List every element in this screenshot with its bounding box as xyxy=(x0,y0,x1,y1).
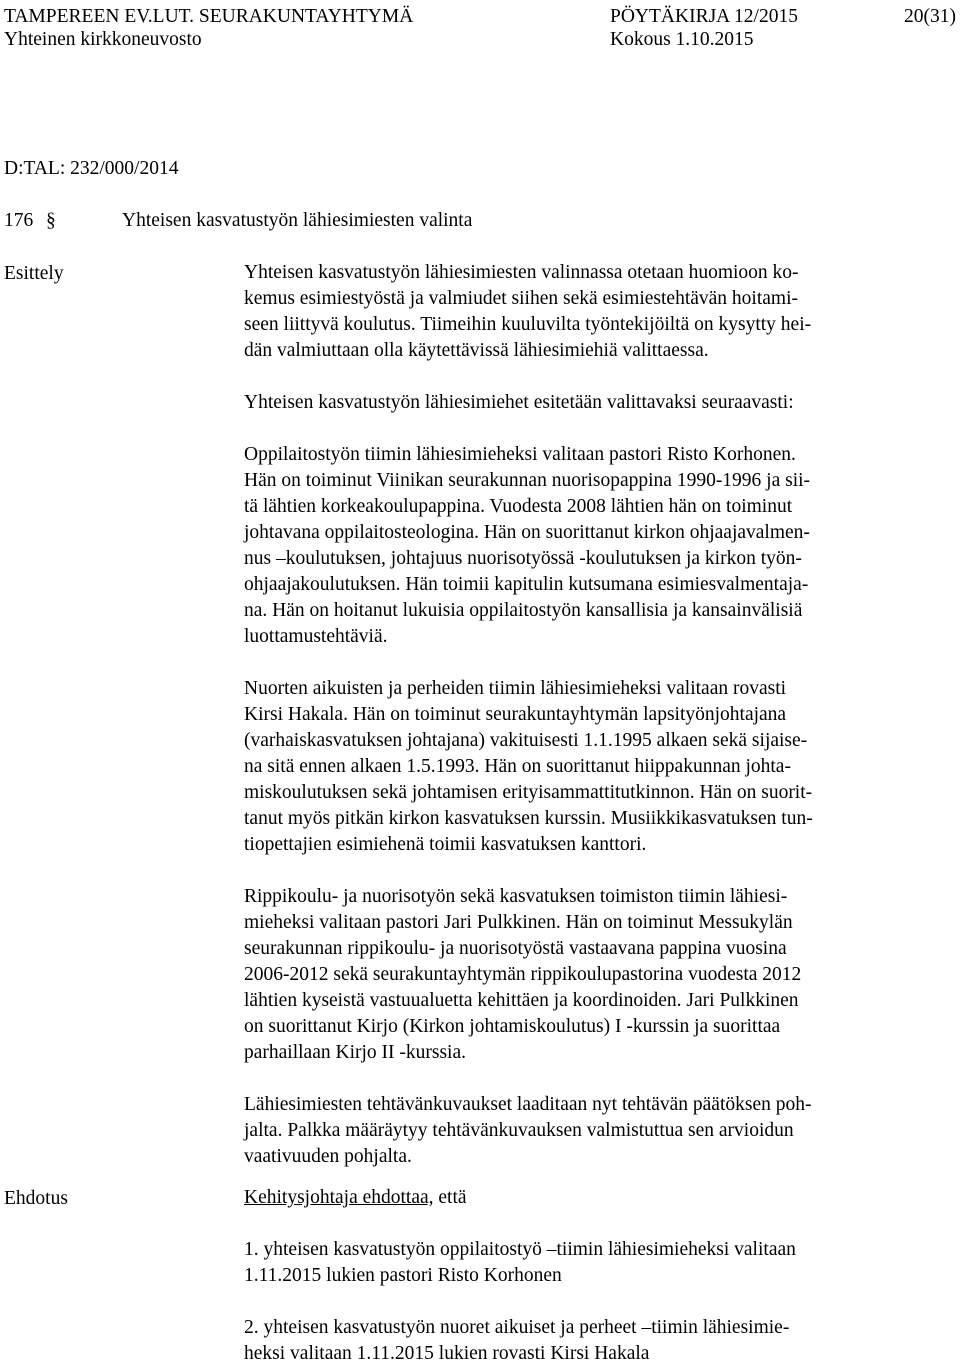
esittely-body xyxy=(244,260,894,1170)
text-line: Nuorten aikuisten ja perheiden tiimin lähiesimieheksi valitaan rovasti xyxy=(244,678,787,699)
text-line: Yhteisen kasvatustyön lähiesimiesten valinnassa otetaan huomioon ko- xyxy=(244,262,799,283)
blank-line xyxy=(244,650,894,676)
ehdotus-lines xyxy=(244,1237,894,1367)
text-line: tä lähtien korkeakoulupappina. Vuodesta 2008 lähtien hän on toiminut xyxy=(244,496,793,517)
text-line: jalta. Palkka määräytyy tehtävänkuvauksen valmistuttua sen arvioidun xyxy=(244,1120,794,1141)
header-row-1 xyxy=(4,6,956,28)
text-line: na. Hän on hoitanut lukuisia oppilaitostyön kansallisia ja kansainvälisiä xyxy=(244,600,803,621)
ehdotus-proposer: Kehitysjohtaja ehdottaa, xyxy=(244,1187,434,1208)
label-esittely: Esittely xyxy=(4,263,64,284)
text-line: johtavana oppilaitosteologina. Hän on suorittanut kirkon ohjaajavalmen- xyxy=(244,522,810,543)
text-line: 2. yhteisen kasvatustyön nuoret aikuiset ja perheet –tiimin lähiesimie- xyxy=(244,1317,790,1338)
text-line: Rippikoulu- ja nuorisotyön sekä kasvatuksen toimiston tiimin lähiesi- xyxy=(244,886,788,907)
text-line: nus –koulutuksen, johtajuus nuorisotyössä -koulutuksen ja kirkon työn- xyxy=(244,548,802,569)
text-line: miskoulutuksen sekä johtamisen erityisammattitutkinnon. Hän on suorit- xyxy=(244,782,813,803)
section-title: Yhteisen kasvatustyön lähiesimiesten valinta xyxy=(122,210,473,231)
text-line: Kirsi Hakala. Hän on toiminut seurakuntayhtymän lapsityönjohtajana xyxy=(244,704,787,725)
text-line: seen liittyvä koulutus. Tiimeihin kuuluvilta työntekijöiltä on kysytty hei- xyxy=(244,314,812,335)
ehdotus-intro xyxy=(244,1185,894,1211)
section-symbol: § xyxy=(46,210,56,231)
header-page-number: 20(31) xyxy=(904,6,956,27)
text-line: 2006-2012 sekä seurakuntayhtymän rippikoulupastorina vuodesta 2012 xyxy=(244,964,802,985)
spacer xyxy=(244,1211,894,1237)
text-line: lähtien kyseistä vastuualuetta kehittäen ja koordinoiden. Jari Pulkkinen xyxy=(244,990,799,1011)
header-row-2 xyxy=(4,29,956,51)
header-body-name: Yhteinen kirkkoneuvosto xyxy=(4,29,202,50)
text-line: Oppilaitostyön tiimin lähiesimieheksi valitaan pastori Risto Korhonen. xyxy=(244,444,796,465)
text-line: vaativuuden pohjalta. xyxy=(244,1146,412,1167)
blank-line xyxy=(244,1289,894,1315)
label-ehdotus: Ehdotus xyxy=(4,1188,68,1209)
text-line: 1. yhteisen kasvatustyön oppilaitostyö –tiimin lähiesimieheksi valitaan xyxy=(244,1239,796,1260)
text-line: heksi valitaan 1.11.2015 lukien rovasti Kirsi Hakala xyxy=(244,1343,650,1364)
text-line: kemus esimiestyöstä ja valmiudet siihen sekä esimiestehtävän hoitami- xyxy=(244,288,798,309)
text-line: mieheksi valitaan pastori Jari Pulkkinen. Hän on toiminut Messukylän xyxy=(244,912,793,933)
text-line: ohjaajakoulutuksen. Hän toimii kapitulin kutsumana esimiesvalmentaja- xyxy=(244,574,809,595)
text-line: na sitä ennen alkaen 1.5.1993. Hän on suorittanut hiippakunnan johta- xyxy=(244,756,791,777)
blank-line xyxy=(244,858,894,884)
blank-line xyxy=(244,416,894,442)
text-line: parhaillaan Kirjo II -kurssia. xyxy=(244,1042,467,1063)
text-line: tanut myös pitkän kirkon kasvatuksen kurssin. Musiikkikasvatuksen tun- xyxy=(244,808,813,829)
section-heading xyxy=(4,210,473,232)
text-line: luottamustehtäviä. xyxy=(244,626,388,647)
text-line: seurakunnan rippikoulu- ja nuorisotyöstä vastaavana pappina vuosina xyxy=(244,938,787,959)
ehdotus-body xyxy=(244,1185,894,1367)
text-line: (varhaiskasvatuksen johtajana) vakituisesti 1.1.1995 alkaen sekä sijaise- xyxy=(244,730,808,751)
header-meeting: Kokous 1.10.2015 xyxy=(610,29,754,50)
text-line: tiopettajien esimiehenä toimii kasvatuksen kanttori. xyxy=(244,834,647,855)
document-reference: D:TAL: 232/000/2014 xyxy=(4,158,179,179)
blank-line xyxy=(244,1066,894,1092)
header-doc-type: PÖYTÄKIRJA 12/2015 xyxy=(610,6,798,27)
blank-line xyxy=(244,364,894,390)
header-org: TAMPEREEN EV.LUT. SEURAKUNTAYHTYMÄ xyxy=(4,6,414,27)
text-line: on suorittanut Kirjo (Kirkon johtamiskoulutus) I -kurssin ja suorittaa xyxy=(244,1016,781,1037)
text-line: 1.11.2015 lukien pastori Risto Korhonen xyxy=(244,1265,562,1286)
text-line: Hän on toiminut Viinikan seurakunnan nuorisopappina 1990-1996 ja sii- xyxy=(244,470,811,491)
section-number: 176 xyxy=(4,210,34,231)
ehdotus-intro-rest: että xyxy=(433,1187,467,1208)
text-line: Lähiesimiesten tehtävänkuvaukset laaditaan nyt tehtävän päätöksen poh- xyxy=(244,1094,812,1115)
text-line: Yhteisen kasvatustyön lähiesimiehet esitetään valittavaksi seuraavasti: xyxy=(244,392,794,413)
text-line: dän valmiuttaan olla käytettävissä lähiesimiehiä valittaessa. xyxy=(244,340,709,361)
